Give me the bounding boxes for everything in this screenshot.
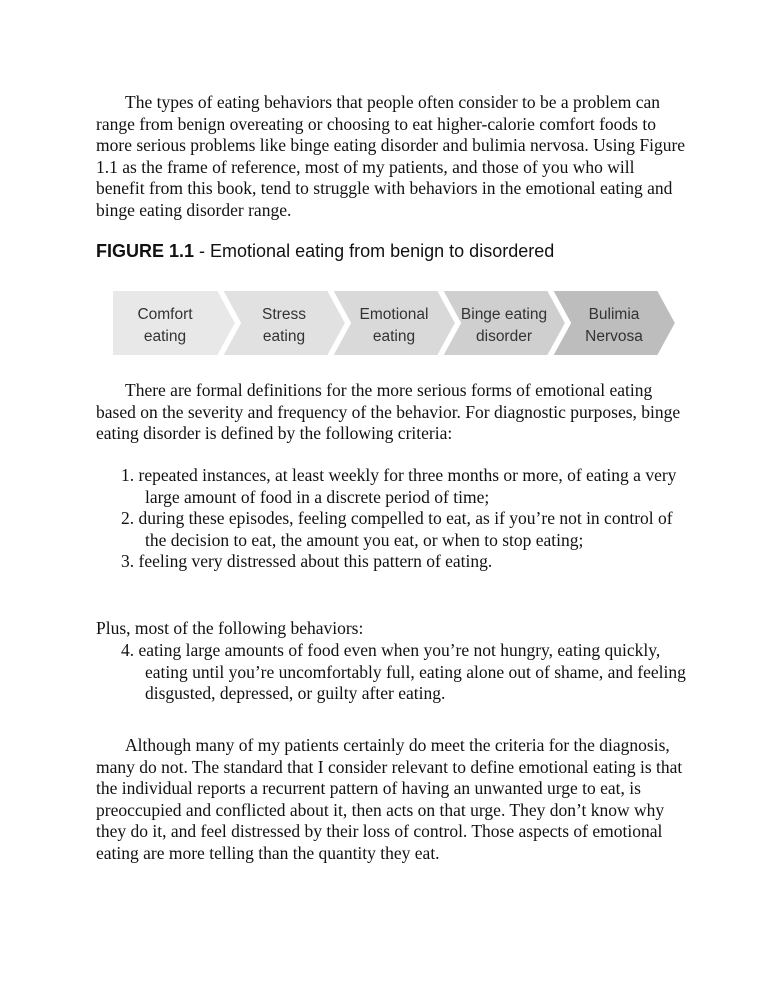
list-item-text: feeling very distressed about this pattern of eating.	[138, 551, 493, 572]
list-item-number: 3.	[121, 551, 135, 572]
chevron-stage-label: eating	[372, 328, 416, 345]
paragraph-definitions: There are formal definitions for the more serious forms of emotional eating based on the severity and frequency of the behavior. For diagnostic purposes, binge eating disorder is defined by the following criteria:	[96, 380, 681, 444]
chevron-stage-label: Emotional	[359, 306, 429, 323]
list-item-number: 4.	[121, 640, 135, 660]
chevron-stage-label: Bulimia	[588, 306, 640, 323]
behaviors-list	[96, 640, 686, 705]
chevron-stage	[552, 290, 676, 356]
paragraph-standard: Although many of my patients certainly do meet the criteria for the diagnosis, many do not. The standard that I consider relevant to define emotional eating is that the individual reports a recurrent pattern of having an unwanted urge to eat, is preoccupied and conflicted about it, then acts on that urge. They don’t know why they do it, and feel distressed by their loss of control. Those aspects of emotional eating are more telling than the quantity they eat.	[96, 735, 683, 863]
chevron-stage	[222, 290, 346, 356]
chevron-stage	[442, 290, 566, 356]
chevron-stage	[332, 290, 456, 356]
chevron-stage-label: Comfort	[137, 306, 193, 323]
chevron-stage-label: disorder	[476, 328, 532, 345]
figure-caption-text: - Emotional eating from benign to disordered	[194, 241, 555, 261]
list-item-number: 2.	[121, 508, 135, 529]
chevron-stage-label: eating	[262, 328, 306, 345]
list-item	[96, 508, 686, 551]
list-item-number: 1.	[121, 465, 135, 485]
plus-intro: Plus, most of the following behaviors:	[96, 618, 364, 638]
criteria-list	[96, 465, 686, 573]
list-item-text: repeated instances, at least weekly for three months or more, of eating a very large amount of food in a discrete period of time;	[138, 465, 677, 507]
figure-chevron-diagram	[0, 0, 772, 380]
chevron-stage-label: Nervosa	[585, 328, 643, 345]
chevron-stage-label: Stress	[262, 306, 306, 323]
list-item	[96, 640, 686, 705]
list-item-text: eating large amounts of food even when you’re not hungry, eating quickly, eating until you’re uncomfortably full, eating alone out of shame, and feeling disgusted, depressed, or guilty after eating.	[138, 640, 686, 704]
chevron-stage-label: eating	[143, 328, 187, 345]
list-item-text: during these episodes, feeling compelled to eat, as if you’re not in control of the decision to eat, the amount you eat, or when to stop eating;	[138, 508, 673, 550]
paragraph-intro: The types of eating behaviors that people often consider to be a problem can range from benign overeating or choosing to eat higher-calorie comfort foods to more serious problems like binge eating disorder and bulimia nervosa. Using Figure 1.1 as the frame of reference, most of my patients, and those of you who will benefit from this book, tend to struggle with behaviors in the emotional eating and binge eating disorder range.	[96, 92, 686, 220]
figure-label: FIGURE 1.1	[96, 241, 195, 261]
chevron-stage	[112, 290, 236, 356]
chevron-stage-label: Binge eating	[460, 306, 548, 323]
list-item	[96, 551, 686, 573]
list-item	[96, 465, 686, 508]
